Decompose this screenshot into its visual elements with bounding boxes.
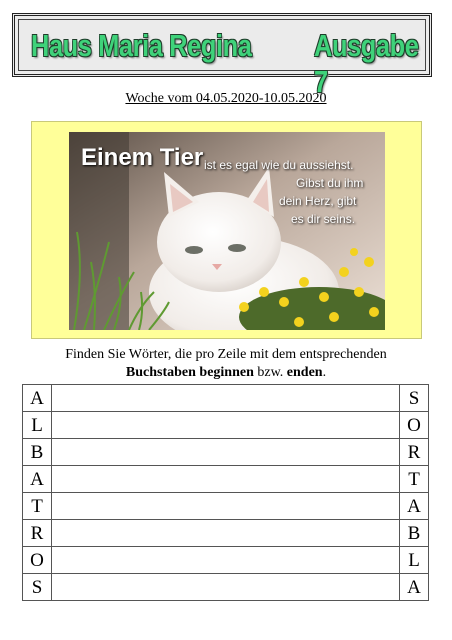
- masthead-title: Haus Maria Regina: [31, 28, 252, 63]
- word-grid: [22, 384, 429, 601]
- grid-row: [23, 493, 429, 520]
- answer-cell[interactable]: [52, 385, 400, 412]
- instructions-emphasis-2: enden: [286, 365, 323, 380]
- end-letter: S: [400, 385, 429, 412]
- start-letter: A: [23, 385, 52, 412]
- quote-line-4: es dir seins.: [291, 212, 356, 226]
- start-letter: O: [23, 547, 52, 574]
- quote-line-1: ist es egal wie du aussiehst.: [204, 158, 354, 172]
- answer-cell[interactable]: [52, 439, 400, 466]
- instructions-line-1: Finden Sie Wörter, die pro Zeile mit dem entsprechenden: [65, 347, 387, 362]
- start-letter: L: [23, 412, 52, 439]
- instructions-emphasis-1: Buchstaben beginnen: [125, 365, 254, 380]
- grid-row: [23, 412, 429, 439]
- answer-cell[interactable]: [52, 493, 400, 520]
- grid-row: [23, 466, 429, 493]
- end-letter: R: [400, 439, 429, 466]
- instructions-line-2: [0, 364, 452, 382]
- issue-number: Ausgabe 7: [314, 28, 419, 99]
- kitten-photo: [69, 132, 385, 330]
- instructions-period: .: [322, 365, 327, 380]
- quote-line-2: Gibst du ihm: [296, 176, 364, 190]
- end-letter: L: [400, 547, 429, 574]
- grid-row: [23, 520, 429, 547]
- end-letter: A: [400, 493, 429, 520]
- answer-cell[interactable]: [52, 466, 400, 493]
- quote-headline: Einem Tier: [81, 144, 204, 171]
- grid-row: [23, 547, 429, 574]
- grid-row: [23, 385, 429, 412]
- end-letter: O: [400, 412, 429, 439]
- start-letter: R: [23, 520, 52, 547]
- answer-cell[interactable]: [52, 547, 400, 574]
- answer-cell[interactable]: [52, 520, 400, 547]
- start-letter: A: [23, 466, 52, 493]
- answer-cell[interactable]: [52, 574, 400, 601]
- grid-row: [23, 439, 429, 466]
- end-letter: A: [400, 574, 429, 601]
- quote-line-3: dein Herz, gibt: [279, 194, 357, 208]
- start-letter: B: [23, 439, 52, 466]
- instructions-connector: bzw.: [253, 365, 287, 380]
- week-range: Woche vom 04.05.2020-10.05.2020: [125, 91, 327, 106]
- instructions: [0, 346, 452, 382]
- photo-frame: [31, 121, 422, 339]
- end-letter: T: [400, 466, 429, 493]
- start-letter: S: [23, 574, 52, 601]
- start-letter: T: [23, 493, 52, 520]
- grid-row: [23, 574, 429, 601]
- end-letter: B: [400, 520, 429, 547]
- answer-cell[interactable]: [52, 412, 400, 439]
